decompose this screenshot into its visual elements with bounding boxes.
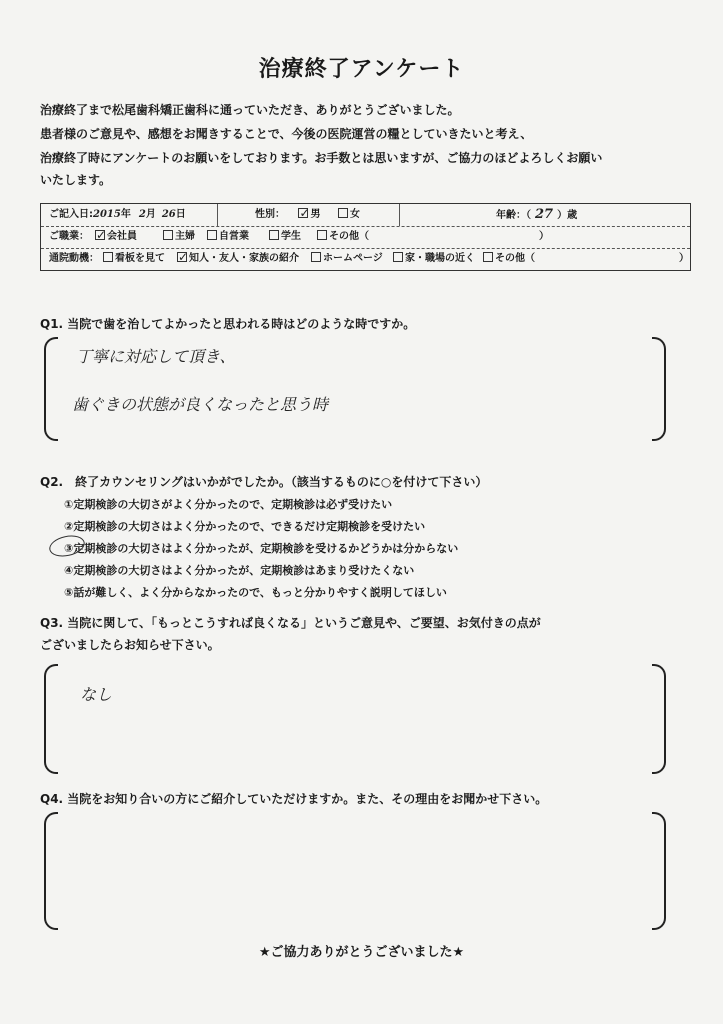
option-label: 家・職場の近く	[405, 253, 475, 264]
q1-answer-bracket-left	[44, 337, 58, 441]
motive-option-referral[interactable]	[177, 248, 299, 270]
date-year-suffix: 年	[120, 209, 131, 220]
q2-option-5[interactable]: ⑤話が難しく、よく分からなかったので、もっと分かりやすく説明してほしい	[64, 586, 447, 599]
checkbox-icon[interactable]	[103, 252, 113, 262]
q1-answer-line-2[interactable]: 歯ぐきの状態が良くなったと思う時	[72, 395, 329, 414]
occupation-option-self-employed[interactable]	[207, 226, 249, 248]
info-row-occupation	[41, 226, 690, 249]
gender-field	[255, 204, 360, 226]
option-label: ホームページ	[323, 253, 383, 264]
separator	[217, 204, 218, 226]
occupation-option-employee[interactable]	[95, 226, 137, 248]
date-month-suffix: 月	[145, 209, 156, 220]
q3-answer-bracket-left	[44, 664, 58, 774]
q3-question-line-1: Q3. 当院に関して、「もっとこうすれば良くなる」というご意見や、ご要望、お気付きの点が	[40, 616, 541, 630]
occupation-option-housewife[interactable]	[163, 226, 195, 248]
gender-male-option[interactable]	[298, 209, 320, 220]
q3-question-line-2: ございましたらお知らせ下さい。	[40, 638, 220, 652]
date-day: 26	[161, 209, 176, 220]
motive-option-signboard[interactable]	[103, 248, 165, 270]
page-title: 治療終了アンケート	[258, 57, 465, 82]
motive-option-homepage[interactable]	[311, 248, 383, 270]
info-row-motive	[41, 248, 690, 270]
intro-line-2: 患者様のご意見や、感想をお聞きすることで、今後の医院運営の糧としていきたいと考え、	[40, 127, 533, 141]
occupation-other-close: ）	[539, 231, 549, 242]
q2-option-1[interactable]: ①定期検診の大切さがよく分かったので、定期検診は必ず受けたい	[64, 498, 393, 511]
checkbox-checked-icon[interactable]	[177, 252, 187, 262]
checkbox-checked-icon[interactable]	[298, 208, 308, 218]
option-label: その他（	[329, 231, 369, 242]
q2-question: Q2. 終了カウンセリングはいかがでしたか。（該当するものに○を付けて下さい）	[40, 475, 488, 489]
q3-answer[interactable]: なし	[80, 685, 113, 704]
checkbox-icon[interactable]	[393, 252, 403, 262]
checkbox-icon[interactable]	[163, 230, 173, 240]
gender-label: 性別：	[255, 209, 285, 220]
checkbox-icon[interactable]	[483, 252, 493, 262]
gender-female-option[interactable]	[338, 209, 360, 220]
thanks-message: ★ご協力ありがとうございました★	[258, 945, 465, 960]
date-year: 2015	[93, 209, 121, 220]
occupation-label: ご職業：	[49, 231, 89, 242]
option-label: 学生	[281, 231, 301, 242]
option-label: 自営業	[219, 231, 249, 242]
option-label: 看板を見て	[115, 253, 165, 264]
motive-option-other[interactable]	[483, 248, 535, 270]
age-field[interactable]	[496, 204, 577, 226]
checkbox-icon[interactable]	[317, 230, 327, 240]
gender-female-label: 女	[349, 209, 360, 220]
option-label: 会社員	[107, 231, 137, 242]
q3-answer-bracket-right	[652, 664, 666, 774]
q1-answer-line-1[interactable]: 丁寧に対応して頂き、	[76, 347, 236, 366]
date-day-suffix: 日	[175, 209, 186, 220]
checkbox-icon[interactable]	[338, 208, 348, 218]
option-label: 知人・友人・家族の紹介	[189, 253, 299, 264]
q1-answer-bracket-right	[652, 337, 666, 441]
q2-option-2[interactable]: ②定期検診の大切さはよく分かったので、できるだけ定期検診を受けたい	[64, 520, 426, 533]
date-label: ご記入日:	[49, 209, 93, 220]
q2-option-3[interactable]: ③定期検診の大切さはよく分かったが、定期検診を受けるかどうかは分からない	[64, 542, 459, 555]
intro-line-3: 治療終了時にアンケートのお願いをしております。お手数とは思いますが、ご協力のほどよろしくお願い	[40, 151, 603, 165]
motive-label: 通院動機：	[49, 253, 99, 264]
option-label: その他（	[495, 253, 535, 264]
q2-option-4[interactable]: ④定期検診の大切さはよく分かったが、定期検診はあまり受けたくない	[64, 564, 415, 577]
occupation-option-other[interactable]	[317, 226, 369, 248]
checkbox-icon[interactable]	[207, 230, 217, 240]
info-row-date	[41, 204, 690, 227]
intro-line-1: 治療終了まで松尾歯科矯正歯科に通っていただき、ありがとうございました。	[40, 103, 460, 117]
age-value: 27	[535, 207, 554, 222]
checkbox-checked-icon[interactable]	[95, 230, 105, 240]
q1-question: Q1. 当院で歯を治してよかったと思われる時はどのような時ですか。	[40, 317, 416, 331]
occupation-option-student[interactable]	[269, 226, 301, 248]
age-suffix: ）歳	[557, 210, 578, 221]
q4-answer-bracket-left	[44, 812, 58, 930]
q4-answer-area[interactable]	[64, 820, 644, 924]
gender-male-label: 男	[310, 209, 321, 220]
intro-line-4: いたします。	[40, 173, 112, 187]
checkbox-icon[interactable]	[269, 230, 279, 240]
info-table	[40, 203, 691, 271]
date-month: 2	[138, 209, 146, 220]
option-label: 主婦	[175, 231, 195, 242]
q4-answer-bracket-right	[652, 812, 666, 930]
q4-question: Q4. 当院をお知り合いの方にご紹介していただけますか。また、その理由をお聞かせ下さい。	[40, 792, 548, 806]
age-label: 年齢：（	[496, 210, 531, 221]
date-field[interactable]	[49, 204, 186, 226]
motive-other-close: ）	[679, 253, 689, 264]
motive-option-nearby[interactable]	[393, 248, 475, 270]
checkbox-icon[interactable]	[311, 252, 321, 262]
separator	[399, 204, 400, 226]
